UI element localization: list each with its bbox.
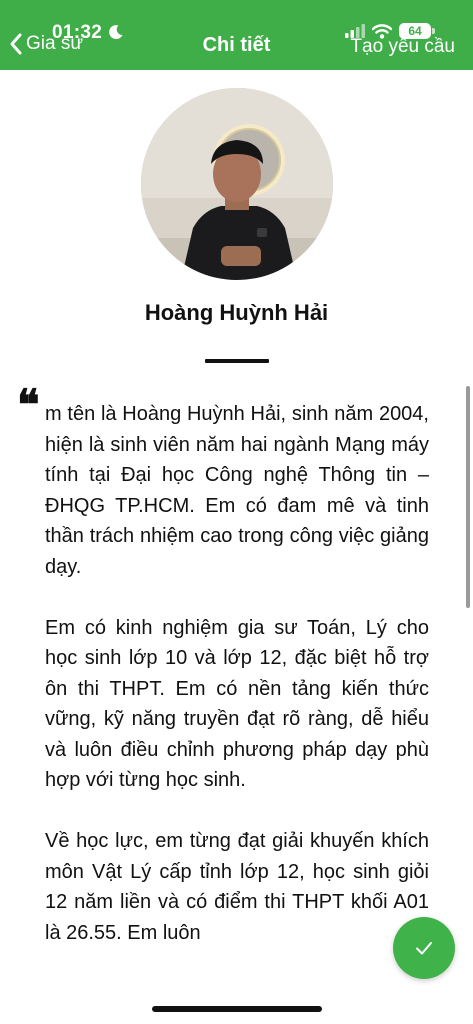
tutor-name: Hoàng Huỳnh Hải — [144, 300, 329, 325]
check-icon — [413, 937, 435, 959]
profile-photo — [141, 88, 333, 280]
page-title: Chi tiết — [202, 34, 271, 56]
app-header — [0, 0, 473, 70]
bio-paragraph: Về học lực, em từng đạt giải khuyến khích môn Vật Lý cấp tỉnh lớp 12, học sinh giỏi 12 năm liền và có điểm thi THPT khối A01 là 26.55. Em luôn — [45, 830, 429, 944]
bio-paragraph: m tên là Hoàng Huỳnh Hải, sinh năm 2004, hiện là sinh viên năm hai ngành Mạng máy tính tại Đại học Công nghệ Thông tin – ĐHQG TP.HCM. Em có đam mê và tinh thần trách nhiệm cao trong công việc giảng dạy. — [45, 403, 429, 578]
status-time: 01:32 — [52, 22, 103, 43]
divider — [205, 359, 269, 363]
avatar — [141, 88, 333, 280]
back-label: Gia sư — [26, 33, 84, 54]
battery-icon: 64 — [399, 23, 431, 39]
create-request-button[interactable]: Tạo yêu cầu — [350, 36, 455, 57]
home-indicator — [152, 1006, 322, 1012]
quote-icon: ❝ — [17, 380, 40, 429]
tutor-bio — [45, 399, 429, 987]
bio-paragraph: Em có kinh nghiệm gia sư Toán, Lý cho học sinh lớp 10 và lớp 12, đặc biệt hỗ trợ ôn thi THPT. Em có nền tảng kiến thức vững, kỹ năng truyền đạt rõ ràng, dễ hiểu và luôn điều chỉnh phương pháp dạy phù hợp với từng học sinh. — [45, 616, 429, 791]
confirm-button[interactable] — [393, 917, 455, 979]
scrollbar[interactable] — [466, 386, 470, 608]
